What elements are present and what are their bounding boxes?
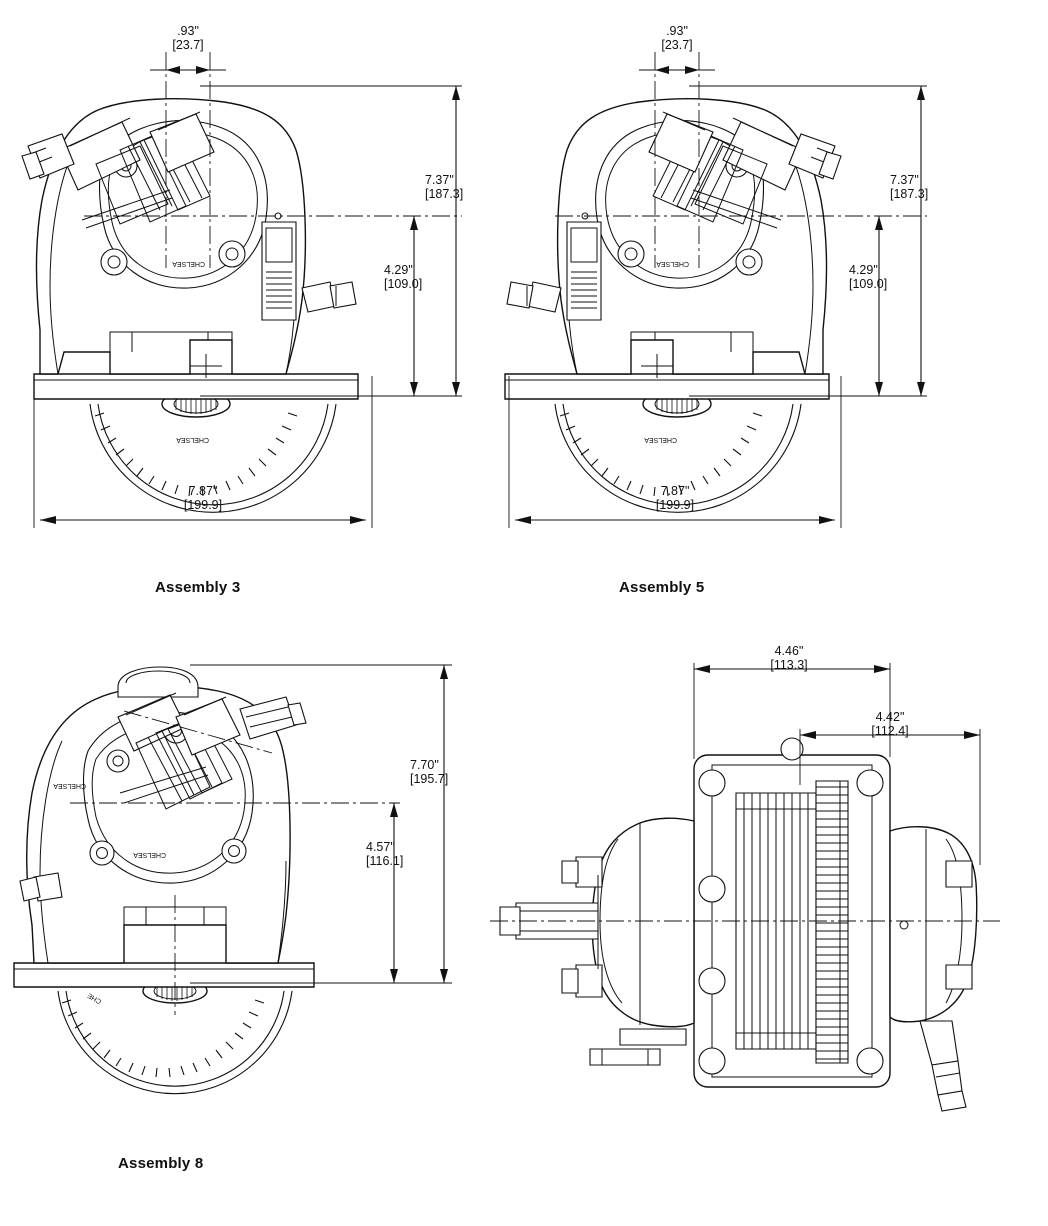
dim-metric: [23.7] — [661, 38, 693, 52]
caption-assembly-5: Assembly 5 — [619, 579, 705, 596]
left-housing — [500, 818, 694, 1027]
dim-metric: [187.3] — [425, 187, 464, 201]
dim-label-side-lower-width — [835, 710, 945, 738]
dim-metric: [199.9] — [655, 498, 695, 512]
right-housing — [890, 827, 977, 1111]
dim-metric: [112.4] — [871, 724, 909, 738]
dim-value: 7.70" — [410, 758, 439, 772]
svg-text:CHELSEA: CHELSEA — [176, 436, 209, 443]
dim-value: .93" — [666, 24, 688, 38]
side-port — [507, 282, 561, 312]
side-port — [20, 873, 62, 901]
dim-value: .93" — [177, 24, 199, 38]
dim-metric: [113.3] — [770, 658, 808, 672]
dim-center-height — [875, 216, 883, 396]
dim-metric: [109.0] — [849, 277, 888, 291]
assembly-5-drawing — [465, 0, 965, 610]
svg-text:CHELSEA: CHELSEA — [53, 782, 86, 789]
svg-text:CHELSEA: CHELSEA — [644, 436, 677, 443]
side-section-view — [480, 625, 1048, 1145]
dim-metric: [23.7] — [172, 38, 204, 52]
dim-label-side-upper-width — [734, 644, 844, 672]
dim-metric: [116.1] — [366, 854, 404, 868]
dim-value: 7.37" — [425, 173, 454, 187]
mounting-flange — [505, 374, 829, 399]
mounting-foot — [590, 1029, 686, 1065]
dim-value: 4.29" — [384, 263, 413, 277]
internal-gear — [736, 781, 848, 1063]
dim-value: 4.29" — [849, 263, 878, 277]
svg-text:CHELSEA: CHELSEA — [172, 260, 205, 267]
dim-label-a5-overall-width — [635, 484, 715, 512]
assembly-5-view — [465, 0, 965, 610]
dim-value: 7.87" — [660, 484, 690, 498]
dim-metric: [187.3] — [890, 187, 929, 201]
dim-value: 7.37" — [890, 173, 919, 187]
dim-center-height — [390, 803, 398, 983]
assembly-3-view — [0, 0, 500, 610]
dim-label-a3-overall-width — [163, 484, 243, 512]
assembly-3-drawing — [0, 0, 500, 610]
svg-text:CHELSEA: CHELSEA — [656, 260, 689, 267]
caption-assembly-8: Assembly 8 — [118, 1155, 204, 1172]
dim-metric: [195.7] — [410, 772, 449, 786]
dim-label-a8-overall-height — [410, 758, 480, 786]
svg-text:CHE: CHE — [86, 991, 103, 1005]
dim-metric: [199.9] — [183, 498, 223, 512]
dim-label-a3-top-width — [148, 24, 228, 52]
caption-assembly-3: Assembly 3 — [155, 579, 241, 596]
nameplate — [262, 213, 296, 320]
nameplate — [567, 213, 601, 320]
dim-value: 4.57" — [366, 840, 395, 854]
dim-value: 4.42" — [875, 710, 905, 724]
assembly-8-view — [0, 625, 500, 1065]
side-section-drawing — [480, 625, 1048, 1145]
svg-text:CHELSEA: CHELSEA — [133, 851, 166, 858]
dim-center-height — [410, 216, 418, 396]
dim-label-a5-top-width — [637, 24, 717, 52]
dim-value: 7.87" — [188, 484, 218, 498]
dim-value: 4.46" — [774, 644, 804, 658]
dim-top-width — [639, 66, 715, 74]
dim-label-a5-overall-height — [890, 173, 960, 201]
dim-label-a3-center-height — [384, 263, 454, 291]
dim-top-width — [150, 66, 226, 74]
side-port — [302, 282, 356, 312]
mounting-flange — [34, 374, 358, 399]
dim-label-a8-center-height — [366, 840, 436, 868]
dim-metric: [109.0] — [384, 277, 423, 291]
dim-label-a5-center-height — [849, 263, 919, 291]
